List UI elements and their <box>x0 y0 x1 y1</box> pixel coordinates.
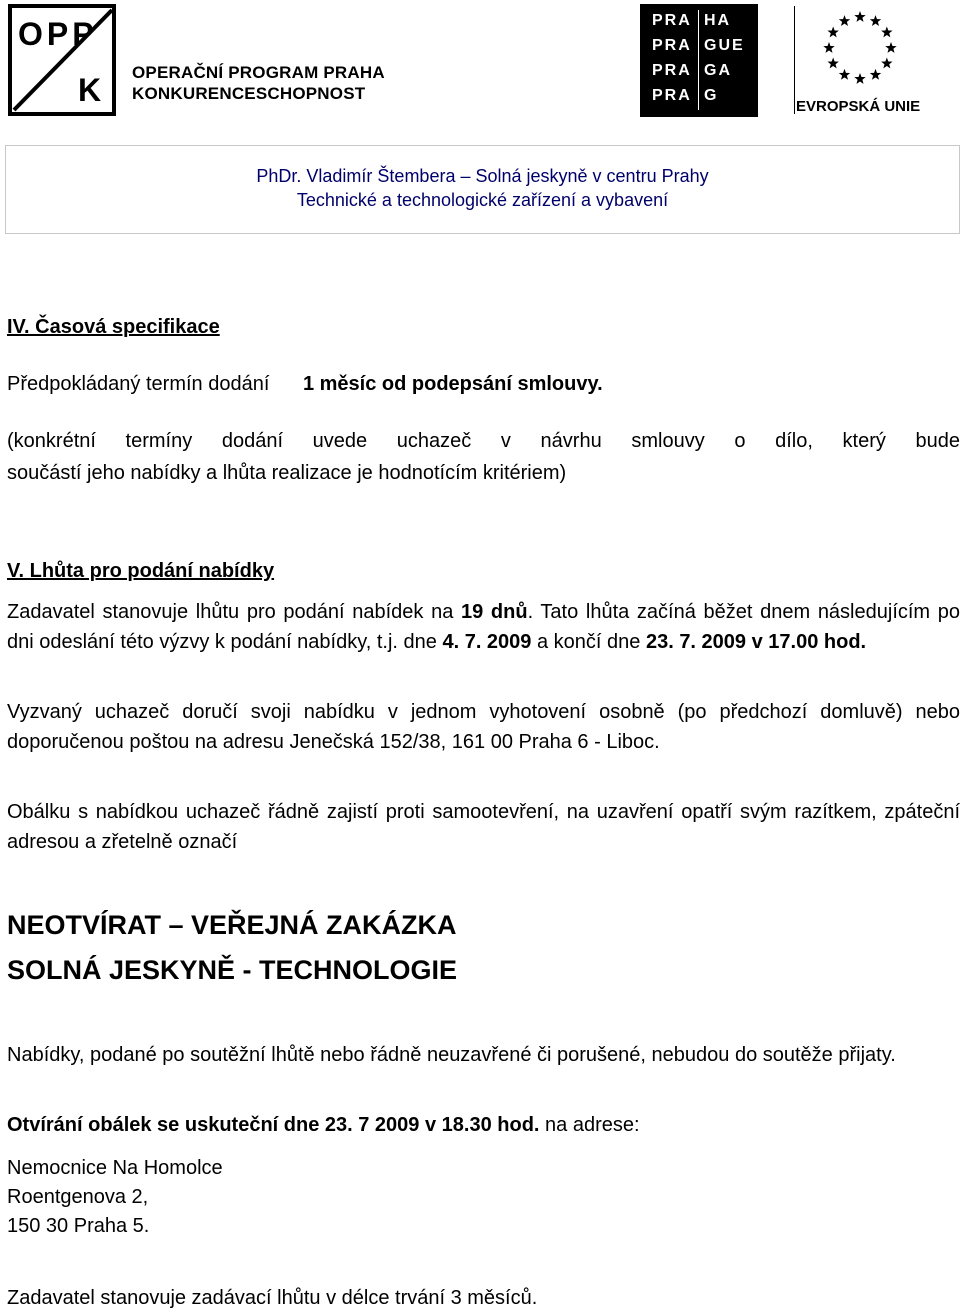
section-5-heading: V. Lhůta pro podání nabídky <box>7 560 275 582</box>
opp-logo-letter-k: K <box>78 72 102 108</box>
praha-left-label: PRA <box>652 37 692 54</box>
praha-left-label: PRA <box>652 62 692 79</box>
envelope-label-1: NEOTVÍRAT – VEŘEJNÁ ZAKÁZKA <box>7 910 457 940</box>
validity-statement: Zadavatel stanovuje zadávací lhůtu v délce trvání 3 měsíců. <box>7 1287 538 1309</box>
opp-logo-text <box>132 62 385 104</box>
delivery-instructions-paragraph: Vyzvaný uchazeč doručí svoji nabídku v jednom vyhotovení osobně (po předchozí domluvě) nebo doporučenou poštou na adresu Jenečská 152/38, 161 00 Praha 6 - Liboc. <box>7 701 960 753</box>
praha-row <box>640 87 758 112</box>
opening-suffix: na adrese: <box>539 1114 640 1136</box>
praha-logo <box>640 4 758 117</box>
deadline-paragraph <box>7 597 960 657</box>
praha-right-label: GA <box>704 62 732 79</box>
header-title: PhDr. Vladimír Štembera – Solná jeskyně v centru Prahy <box>256 166 709 186</box>
start-date: 4. 7. 2009 <box>442 631 532 653</box>
eu-stars-icon <box>815 10 905 92</box>
deadline-days: 19 dnů <box>460 601 528 623</box>
eu-star <box>827 27 838 38</box>
praha-right-label: G <box>704 87 719 104</box>
eu-star <box>839 69 850 80</box>
document-header <box>5 145 960 234</box>
section-4-heading: IV. Časová specifikace <box>7 316 220 338</box>
eu-star <box>881 27 892 38</box>
address-line: Roentgenova 2, <box>7 1186 149 1208</box>
praha-left-label: PRA <box>652 87 692 104</box>
eu-star <box>827 58 838 69</box>
eu-divider <box>794 6 795 114</box>
praha-right-label: HA <box>704 12 732 29</box>
eu-star <box>885 42 896 53</box>
header-subtitle: Technické a technologické zařízení a vybavení <box>296 190 669 210</box>
delivery-line <box>7 373 603 396</box>
delivery-note-line-1: (konkrétní termíny dodání uvede uchazeč v návrhu smlouvy o dílo, který bude <box>7 430 960 452</box>
envelope-label-2: SOLNÁ JESKYNĚ - TECHNOLOGIE <box>7 955 458 985</box>
eu-star <box>823 42 834 53</box>
delivery-note-line-2: součástí jeho nabídky a lhůta realizace je hodnotícím kritériem) <box>7 462 567 484</box>
address-line: Nemocnice Na Homolce <box>7 1157 223 1179</box>
eu-star <box>854 11 865 22</box>
opp-logo-letters: OPP <box>18 16 98 52</box>
praha-right-label: GUE <box>704 37 745 54</box>
deadline-text: Zadavatel stanovuje lhůtu pro podání nabídek na <box>7 601 461 623</box>
eu-star <box>839 15 850 26</box>
praha-row <box>640 37 758 62</box>
praha-left-label: PRA <box>652 12 692 29</box>
eu-star <box>870 15 881 26</box>
end-date: 23. 7. 2009 v 17.00 hod. <box>645 631 867 653</box>
envelope-instructions-paragraph: Obálku s nabídkou uchazeč řádně zajistí proti samootevření, na uzavření opatří svým razítkem, zpáteční adresou a zřetelně označí <box>7 801 960 853</box>
address-line: 150 30 Praha 5. <box>7 1215 150 1237</box>
praha-row <box>640 12 758 37</box>
eu-star <box>870 69 881 80</box>
opp-logo-mark <box>8 4 116 116</box>
eu-star <box>881 58 892 69</box>
delivery-label: Předpokládaný termín dodání <box>7 373 270 395</box>
eu-star <box>854 73 865 84</box>
deadline-text: a končí dne <box>531 631 646 653</box>
deadline-text: . Tato lhůta začíná běžet dnem následujícím po dni odeslání této výzvy k podání nabídky, t.j. dne <box>7 601 960 653</box>
opp-line-2: KONKURENCESCHOPNOST <box>132 84 366 103</box>
delivery-value: 1 měsíc od podepsání smlouvy. <box>302 373 603 395</box>
opening-date: Otvírání obálek se uskuteční dne 23. 7 2009 v 18.30 hod. <box>7 1114 540 1136</box>
opening-line <box>7 1114 640 1137</box>
eu-label: EVROPSKÁ UNIE <box>796 98 921 115</box>
opp-line-1: OPERAČNÍ PROGRAM PRAHA <box>132 63 385 82</box>
praha-row <box>640 62 758 87</box>
late-offers-paragraph: Nabídky, podané po soutěžní lhůtě nebo řádně neuzavřené či porušené, nebudou do soutěže přijaty. <box>7 1044 896 1066</box>
